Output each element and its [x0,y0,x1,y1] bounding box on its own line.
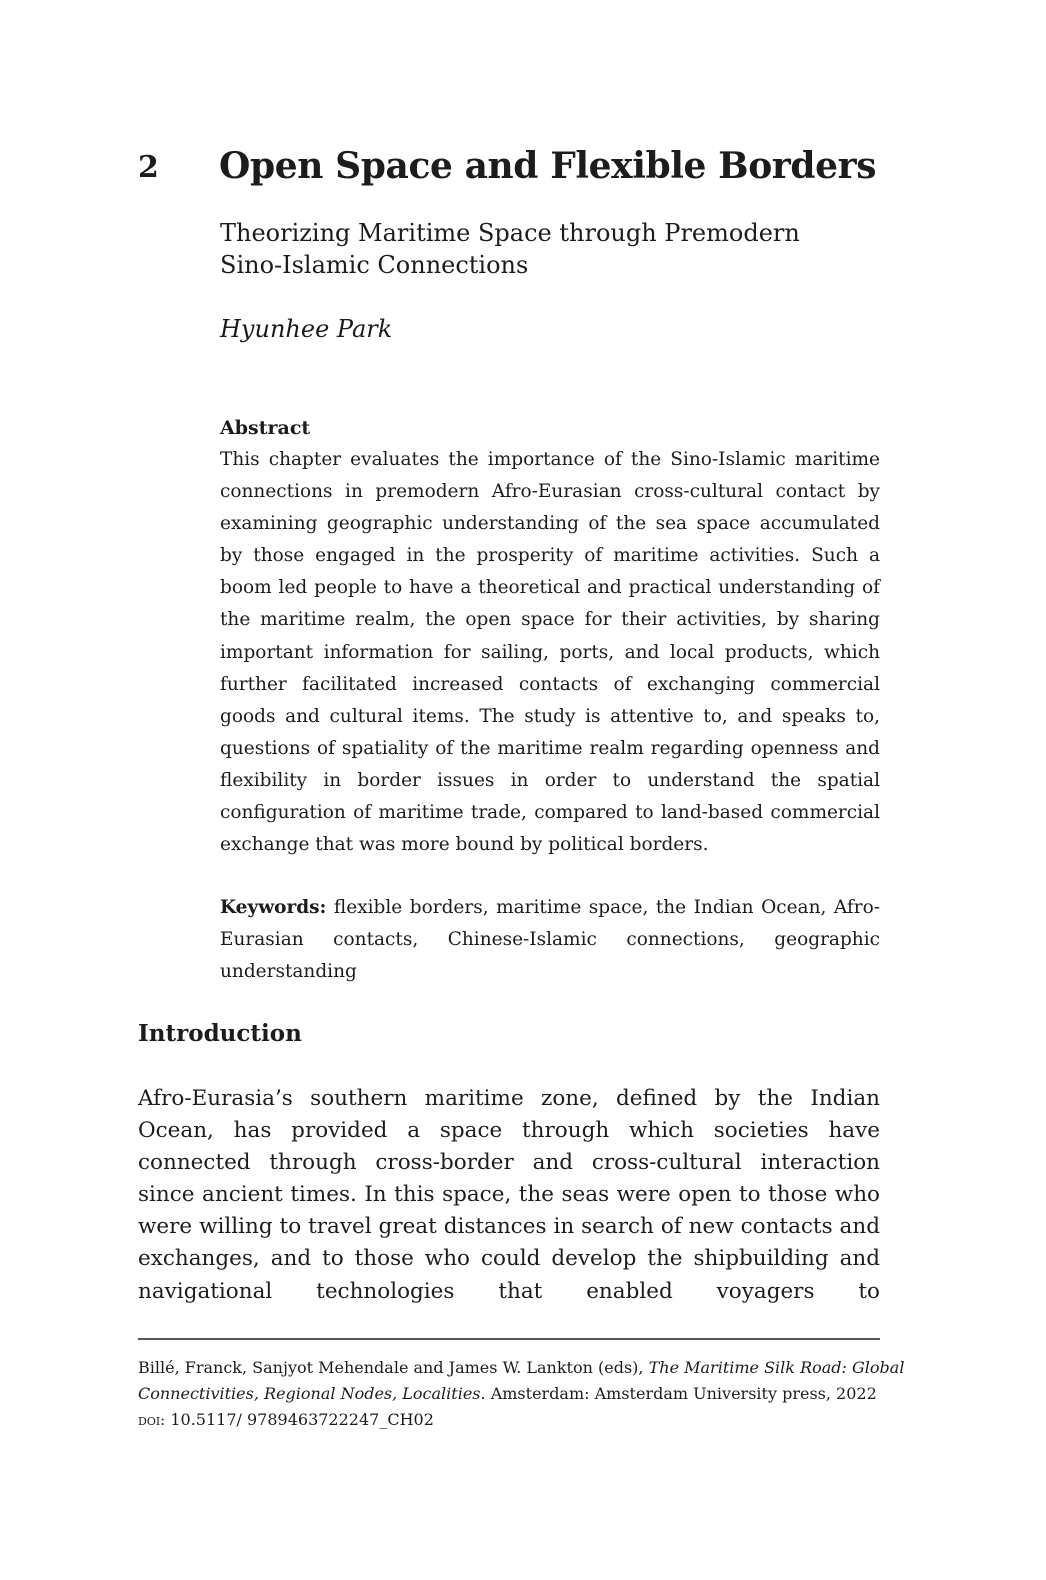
abstract-section [220,412,880,861]
abstract-body: This chapter evaluates the importance of the Sino-Islamic maritime connections in premodern Afro-Eurasian cross-cultural contact by examining geographic understanding of the sea space accumulated by those engaged in the prosperity of maritime activities. Such a boom led people to have a theoretical and practical understanding of the maritime realm, the open space for their activities, by sharing important information for sailing, ports, and local products, which further facilitated increased contacts of exchanging commercial goods and cultural items. The study is attentive to, and speaks to, questions of spatiality of the maritime realm regarding openness and flexibility in border issues in order to understand the spatial configuration of maritime trade, compared to land-based commercial exchange that was more bound by political borders. [220,449,880,856]
abstract-heading: Abstract [220,417,311,439]
citation-authors: Billé, Franck, Sanjyot Mehendale and James W. Lankton (eds), [138,1358,644,1377]
chapter-number: 2 [138,150,159,185]
citation-title-part-1: The Maritime Silk Road: Global [648,1358,905,1377]
citation-line-2 [138,1381,898,1407]
citation-footer [138,1355,905,1433]
citation-line-1 [138,1355,905,1381]
citation-publisher: Amsterdam: Amsterdam University press, 2022 [490,1384,877,1403]
subtitle-line-1: Theorizing Maritime Space through Premodern [220,219,800,247]
introduction-body: Afro-Eurasia’s southern maritime zone, defined by the Indian Ocean, has provided a space through which societies have connected through cross-border and cross-cultural interaction since ancient times. In this space, the seas were open to those who were willing to travel great distances in search of new contacts and exchanges, and to those who could develop the shipbuilding and navigational technologies that enabled voyagers to [138,1086,880,1304]
author-name: Hyunhee Park [220,315,393,343]
keywords-label: Keywords: [220,897,327,918]
doi-label: doi: [138,1411,166,1429]
keywords [220,892,880,988]
subtitle-line-2: Sino-Islamic Connections [220,251,529,279]
introduction-heading: Introduction [138,1020,302,1047]
chapter-title: Open Space and Flexible Borders [219,145,877,187]
doi-value: 10.5117/ 9789463722247_CH02 [170,1410,434,1429]
citation-title-part-2: Connectivities, Regional Nodes, Localities. [138,1384,486,1403]
keywords-text: flexible borders, maritime space, the Indian Ocean, Afro-Eurasian contacts, Chinese-Islamic connections, geographic understanding [220,897,880,982]
citation-line-3 [138,1407,898,1433]
chapter-subtitle [220,217,820,281]
footnote-divider [138,1338,880,1340]
